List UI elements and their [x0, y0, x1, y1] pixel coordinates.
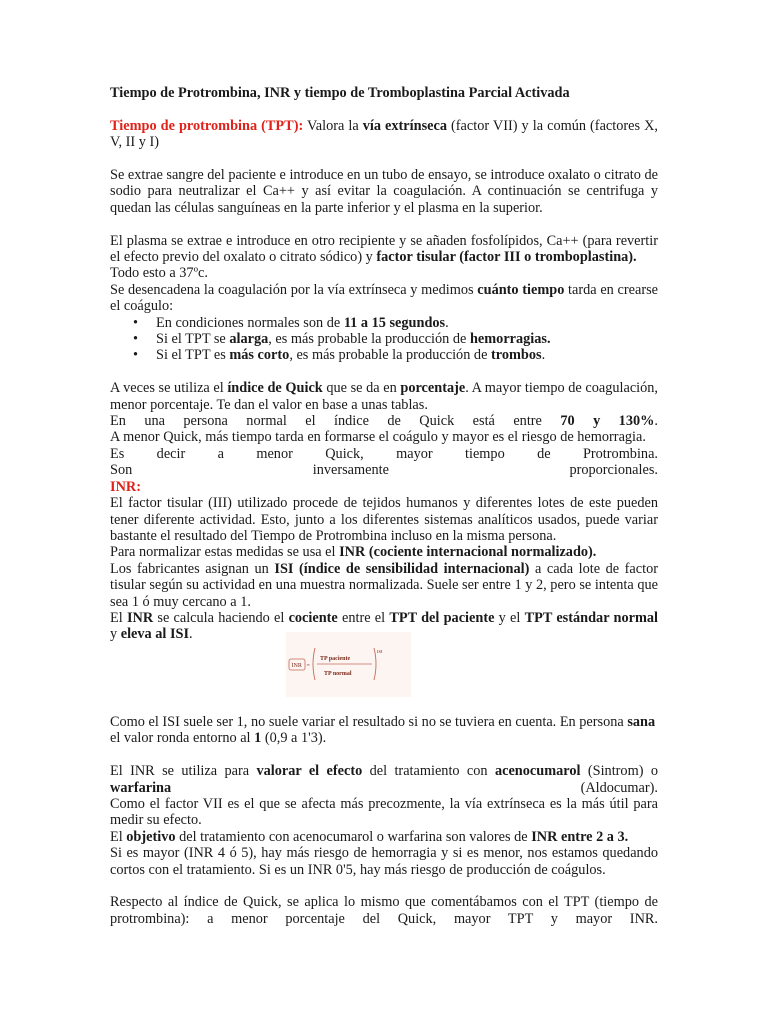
isi-paragraph: Como el ISI suele ser 1, no suele variar el resultado si no se tuviera en cuenta. En persona sana el valor ronda entorno al 1 (0,9 a 1'3).: [110, 714, 656, 747]
tpt-bullet-list: [110, 315, 658, 364]
treatment-line-1: El INR se utiliza para valorar el efecto del tratamiento con acenocumarol (Sintrom) o: [110, 763, 658, 780]
quick-proportional-line: Son inversamente proporcionales.: [110, 462, 658, 479]
formula-numerator: TP paciente: [320, 656, 351, 662]
quick-summary-line: Es decir a menor Quick, mayor tiempo de Protrombina.: [110, 445, 658, 462]
inr-heading: INR:: [110, 478, 141, 495]
inr-paragraph-2: Para normalizar estas medidas se usa el INR (cociente internacional normalizado).: [110, 544, 597, 561]
list-item: • Si el TPT es más corto, es más probable la producción de trombos.: [133, 347, 546, 364]
closing-paragraph: Respecto al índice de Quick, se aplica lo mismo que comentábamos con el TPT (tiempo de protrombina): a menor porcentaje del Quick, mayor TPT y mayor INR.: [110, 894, 658, 927]
quick-paragraph: A veces se utiliza el índice de Quick que se da en porcentaje. A mayor tiempo de coagulación, menor porcentaje. Te dan el valor en base a unas tablas.: [110, 380, 659, 413]
document-body: [110, 85, 658, 643]
tpt-heading: Tiempo de protrombina (TPT):: [110, 117, 304, 134]
formula-equals: =: [306, 663, 310, 669]
extraction-paragraph: Se extrae sangre del paciente e introduce en un tubo de ensayo, se introduce oxalato o citrato de sodio para neutralizar el Ca++ y así evitar la coagulación. A continuación se centrifuga y quedan las células sanguíneas en la parte inferior y el plasma en la superior.: [110, 167, 658, 216]
formula-exponent: ISI: [377, 649, 383, 654]
inr-paragraph-4: El INR se calcula haciendo el cociente entre el TPT del paciente y el TPT estándar normal y eleva al ISI.: [110, 609, 658, 643]
formula-denominator: TP normal: [324, 671, 352, 677]
list-item: • Si el TPT se alarga, es más probable la producción de hemorragias.: [133, 331, 551, 348]
treatment-line-2: warfarina (Aldocumar).: [110, 779, 658, 796]
document-title: Tiempo de Protrombina, INR y tiempo de Tromboplastina Parcial Activada: [110, 85, 570, 101]
treatment-paragraph-2: Como el factor VII es el que se afecta más precozmente, la vía extrínseca es la más útil para medir su efecto.: [110, 796, 658, 829]
plasma-paragraph: El plasma se extrae e introduce en otro recipiente y se añaden fosfolípidos, Ca++ (para revertir el efecto previo del oxalato o citrato sódico) y factor tisular (factor III o tromboplastina). Todo esto a 37ºc.: [110, 232, 658, 282]
treatment-paragraph-4: Si es mayor (INR 4 ó 5), hay más riesgo de hemorragia y si es menor, nos estamos quedando cortos con el tratamiento. Si es un INR 0'5, hay más riesgo de producción de coágulos.: [110, 845, 658, 878]
formula-lhs: INR: [291, 663, 302, 669]
document-body-lower: [110, 714, 658, 927]
inr-paragraph-1: El factor tisular (III) utilizado procede de tejidos humanos y diferentes lotes de este pueden tener diferente actividad. Esto, junto a los diferentes sistemas analíticos usados, puede variar bastante el resultado del Tiempo de Protrombina incluso en la misma persona.: [110, 495, 658, 544]
inr-paragraph-3: Los fabricantes asignan un ISI (índice de sensibilidad internacional) a cada lote de factor tisular según su actividad en una muestra normalizada. Suele ser entre 1 y 2, pero se intenta que sea 1 ó muy cercano a 1.: [110, 560, 658, 610]
treatment-objective: El objetivo del tratamiento con acenocumarol o warfarina son valores de INR entre 2 a 3.: [110, 828, 629, 845]
quick-risk-line: A menor Quick, más tiempo tarda en formarse el coágulo y mayor es el riesgo de hemorragia.: [110, 429, 646, 446]
list-item: • En condiciones normales son de 11 a 15 segundos.: [133, 314, 449, 331]
quick-normal-range: En una persona normal el índice de Quick está entre 70 y 130%.: [110, 413, 658, 430]
coagulation-paragraph: Se desencadena la coagulación por la vía extrínseca y medimos cuánto tiempo tarda en crearse el coágulo:: [110, 281, 658, 315]
inr-formula-image: [286, 632, 411, 697]
tpt-paragraph: Tiempo de protrombina (TPT): Valora la vía extrínseca (factor VII) y la común (factores X, V, II y I): [110, 117, 658, 151]
